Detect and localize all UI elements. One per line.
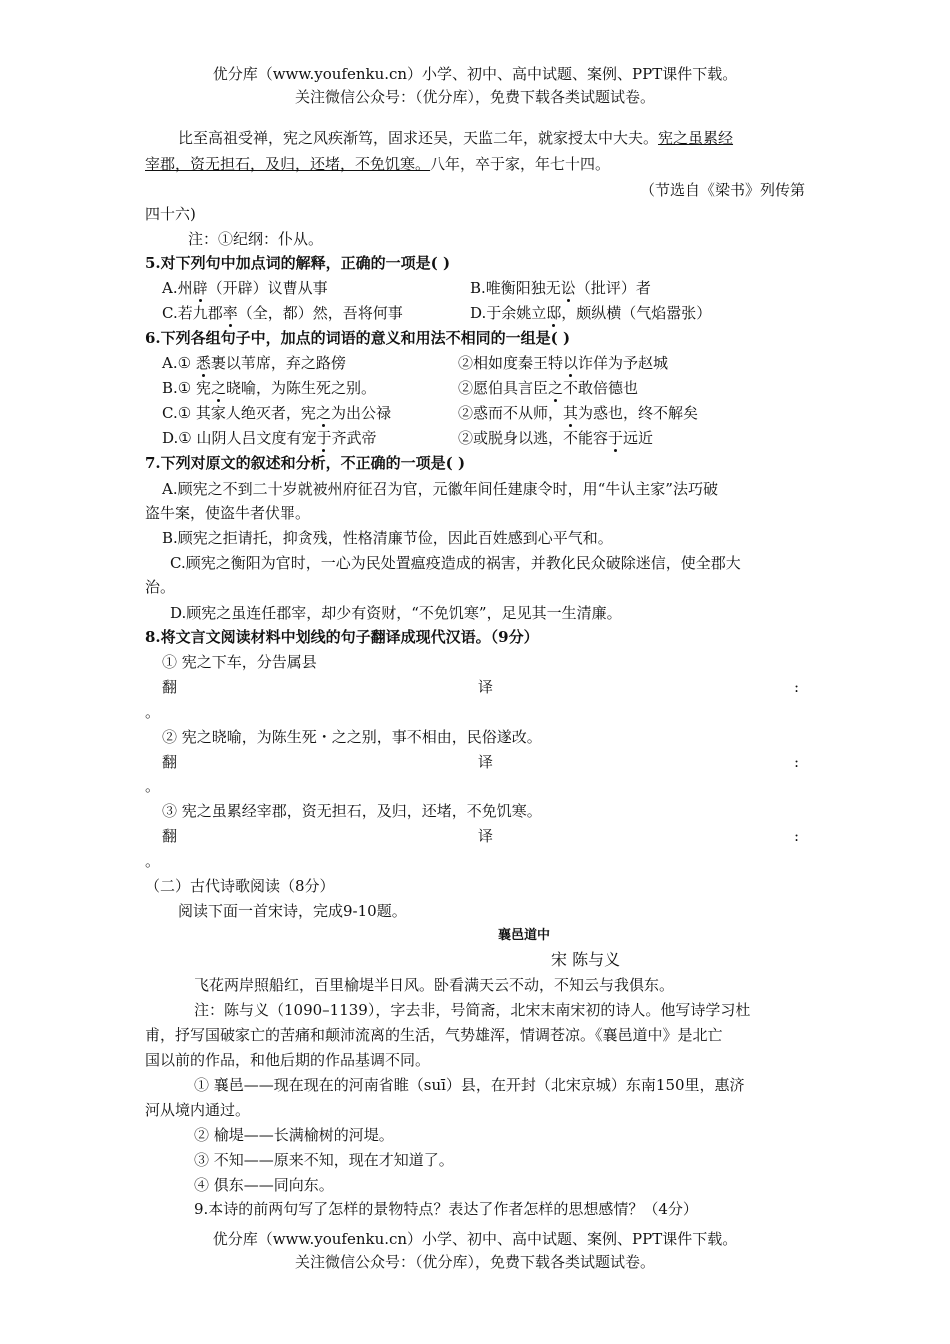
section-instruction: 阅读下面一首宋诗，完成9-10题。 bbox=[178, 902, 407, 920]
q8-sentence-2: ② 宪之晓喻，为陈生死・之之别，事不相由，民俗遂改。 bbox=[162, 728, 542, 746]
source-citation: （节选自《梁书》列传第 bbox=[639, 181, 805, 199]
q6-option-c1[interactable]: C.① 其家人绝灭者，宪之为出公禄 bbox=[162, 404, 391, 422]
poem-note-1-cont: 河从境内通过。 bbox=[145, 1101, 251, 1119]
footer-line-2: 关注微信公众号：（优分库），免费下载各类试题试卷。 bbox=[294, 1253, 655, 1271]
dotted-char: 以 bbox=[563, 354, 579, 372]
passage-text: 八年，卒于家，年七十四。 bbox=[430, 155, 611, 173]
header-line-1: 优分库（www.youfenku.cn）小学、初中、高中试题、案例、PPT课件下载。 bbox=[212, 65, 738, 83]
q8-sentence-1: ① 宪之下车，分告属县 bbox=[162, 653, 317, 671]
translation-line-1[interactable]: 翻 译 : bbox=[162, 678, 799, 696]
dotted-char: 之 bbox=[211, 379, 227, 397]
footer-line-1: 优分库（www.youfenku.cn）小学、初中、高中试题、案例、PPT课件下载。 bbox=[212, 1230, 738, 1248]
q7-option-d[interactable]: D.顾宪之虽连任郡宰，却少有资财，“不免饥寒”，足见其一生清廉。 bbox=[170, 604, 622, 622]
dotted-char: 之 bbox=[548, 379, 564, 397]
section-heading: （二）古代诗歌阅读（8分） bbox=[145, 877, 335, 895]
underlined-sentence: 宰郡，资无担石，及归，还堵，不免饥寒。 bbox=[145, 155, 431, 173]
question-8-stem: 8.将文言文阅读材料中划线的句子翻译成现代汉语。（9分） bbox=[145, 628, 539, 646]
translation-end-2: 。 bbox=[145, 777, 161, 795]
poem-note-line-1: 注：陈与义（1090–1139），字去非，号简斋，北宋末南宋初的诗人。他写诗学习杜 bbox=[194, 1001, 751, 1019]
passage-line-2 bbox=[145, 154, 610, 174]
question-7-stem: 7.下列对原文的叙述和分析，不正确的一项是( ) bbox=[145, 454, 466, 472]
dotted-char: 于 bbox=[608, 429, 624, 447]
poem-note-2: ② 榆堤——长满榆树的河堤。 bbox=[194, 1126, 394, 1144]
footnote: 注：①纪纲：仆从。 bbox=[188, 230, 324, 248]
passage-line-1 bbox=[178, 128, 733, 148]
q6-option-d2: ②或脱身以逃，不能容于远近 bbox=[458, 429, 654, 447]
poem-author: 宋 陈与义 bbox=[551, 950, 621, 969]
q7-option-b[interactable]: B.顾宪之拒请托，抑贪残，性格清廉节俭，因此百姓感到心平气和。 bbox=[162, 529, 613, 547]
underlined-sentence: 宪之虽累经 bbox=[658, 129, 734, 147]
q5-option-d[interactable]: D.于余姚立邸，颇纵横（气焰嚣张） bbox=[470, 304, 712, 322]
q6-option-d1[interactable]: D.① 山阴人吕文度有宠于齐武帝 bbox=[162, 429, 377, 447]
q6-option-c2: ②惑而不从师，其为惑也，终不解矣 bbox=[458, 404, 699, 422]
translation-end-3: 。 bbox=[145, 852, 161, 870]
poem-text: 飞花两岸照船红，百里榆堤半日风。卧看满天云不动，不知云与我俱东。 bbox=[194, 976, 675, 994]
translation-end-1: 。 bbox=[145, 703, 161, 721]
poem-note-line-3: 国以前的作品，和他后期的作品基调不同。 bbox=[145, 1051, 431, 1069]
dotted-char: 邸 bbox=[546, 304, 562, 322]
q6-option-a2: ②相如度秦王特以诈佯为予赵城 bbox=[458, 354, 669, 372]
q7-option-c-cont: 治。 bbox=[145, 578, 176, 596]
q7-option-a-cont: 盗牛案，使盗牛者伏罪。 bbox=[145, 504, 311, 522]
poem-note-3: ③ 不知——原来不知，现在才知道了。 bbox=[194, 1151, 454, 1169]
q5-option-a[interactable]: A.州辟（开辟）议曹从事 bbox=[162, 279, 328, 297]
dotted-char: 其 bbox=[563, 404, 579, 422]
q8-sentence-3: ③ 宪之虽累经宰郡，资无担石，及归，还堵，不免饥寒。 bbox=[162, 802, 542, 820]
q7-option-a[interactable]: A.顾宪之不到二十岁就被州府征召为官，元徽年间任建康令时，用“牛认主家”法巧破 bbox=[162, 480, 718, 498]
dotted-char: 于 bbox=[316, 429, 332, 447]
question-5-stem: 5.对下列句中加点词的解释，正确的一项是( ) bbox=[145, 254, 451, 272]
dotted-char: 辟 bbox=[192, 279, 208, 297]
poem-title: 襄邑道中 bbox=[498, 928, 551, 943]
q5-option-b[interactable]: B.唯衡阳独无讼（批评）者 bbox=[470, 279, 651, 297]
source-citation-cont: 四十六) bbox=[145, 205, 196, 223]
q6-option-b2: ②愿伯具言臣之不敢倍德也 bbox=[458, 379, 639, 397]
q6-option-b1[interactable]: B.① 宪之晓喻，为陈生死之别。 bbox=[162, 379, 377, 397]
q7-option-c[interactable]: C.顾宪之衡阳为官时，一心为民处置瘟疫造成的祸害，并教化民众破除迷信，使全郡大 bbox=[170, 554, 741, 572]
question-6-stem: 6.下列各组句子中，加点的词语的意义和用法不相同的一组是( ) bbox=[145, 329, 571, 347]
translation-line-2[interactable]: 翻 译 : bbox=[162, 753, 799, 771]
q5-option-c[interactable]: C.若九郡率（全，都）然，吾将何事 bbox=[162, 304, 403, 322]
passage-text: 比至高祖受禅，宪之风疾渐笃，固求还吴，天监二年，就家授太中大夫。 bbox=[178, 129, 659, 147]
poem-note-line-2: 甫，抒写国破家亡的苦痛和颠沛流离的生活，气势雄浑，情调苍凉。《襄邑道中》是北亡 bbox=[145, 1026, 723, 1044]
header-line-2: 关注微信公众号：（优分库），免费下载各类试题试卷。 bbox=[294, 88, 655, 106]
dotted-char: 悉 bbox=[195, 354, 211, 372]
dotted-char: 之 bbox=[315, 404, 331, 422]
dotted-char: 讼 bbox=[560, 279, 576, 297]
poem-note-1: ① 襄邑——现在现在的河南省睢（suī）县，在开封（北宋京城）东南150里，惠济 bbox=[194, 1076, 745, 1094]
translation-line-3[interactable]: 翻 译 : bbox=[162, 827, 799, 845]
poem-note-4: ④ 俱东——同向东。 bbox=[194, 1176, 334, 1194]
question-9: 9.本诗的前两句写了怎样的景物特点？表达了作者怎样的思想感情？（4分） bbox=[194, 1200, 698, 1218]
dotted-char: 率 bbox=[222, 304, 238, 322]
q6-option-a1[interactable]: A.① 悉裹以苇席，弃之路傍 bbox=[162, 354, 346, 372]
